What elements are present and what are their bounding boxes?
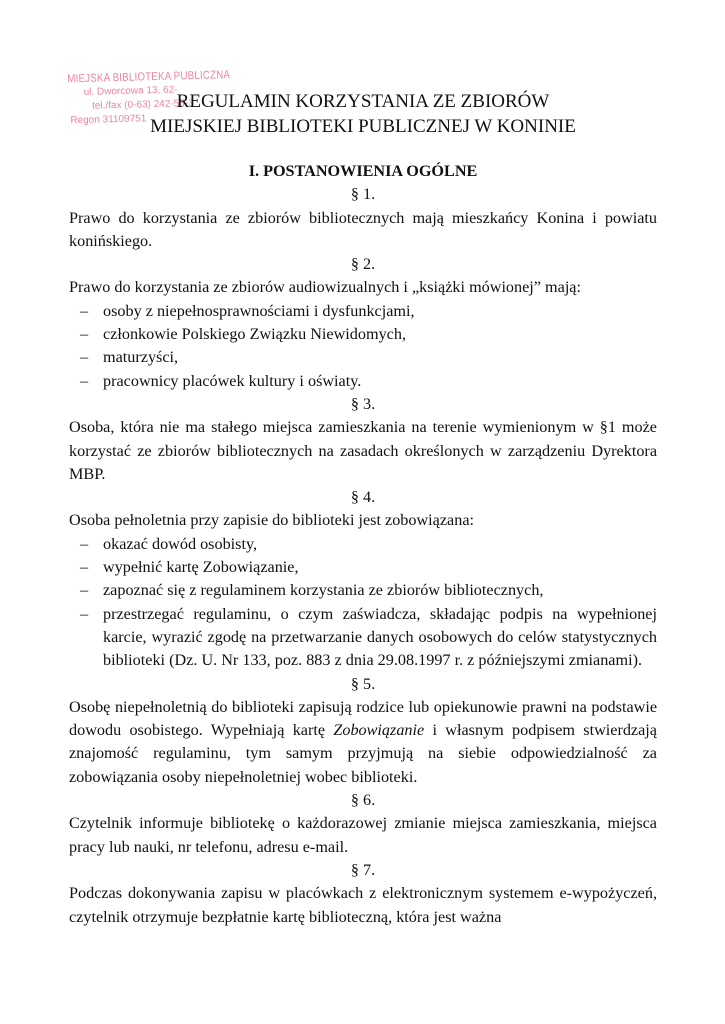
dash-marker: – bbox=[80, 301, 89, 320]
list-item-text: członkowie Polskiego Związku Niewidomych, bbox=[103, 325, 407, 344]
list-item-text: osoby z niepełnosprawnościami i dysfunkcjami, bbox=[103, 301, 415, 320]
stamp-line: Regon 31109751 bbox=[70, 113, 147, 127]
list-item bbox=[69, 370, 657, 393]
document-body bbox=[69, 160, 657, 929]
dash-marker: – bbox=[80, 348, 89, 367]
paragraph-intro: Prawo do korzystania ze zbiorów audiowizualnych i „książki mówionej” mają: bbox=[69, 278, 581, 297]
section-heading: I. POSTANOWIENIA OGÓLNE bbox=[248, 162, 478, 180]
list-item-text: zapoznać się z regulaminem korzystania ze zbiorów bibliotecznych, bbox=[103, 581, 544, 600]
list-item-text: przestrzegać regulaminu, o czym zaświadcza, składając podpis na wypełnionej karcie, wyrazić zgodę na przetwarzanie danych osobowych do celów statystycznych biblioteki (Dz. U. Nr 133, poz. 883 z dnia 29.08.1997 r. z późniejszymi zmianami). bbox=[103, 604, 657, 670]
title-line-1: REGULAMIN KORZYSTANIA ZE ZBIORÓW bbox=[176, 91, 550, 112]
paragraph-text-part: i własnym podpisem stwierdzają znajomość regulaminu, tym samym przyjmują na siebie odpowiedzialność za zobowiązania osoby niepełnoletniej wobec biblioteki. bbox=[69, 721, 657, 786]
paragraph-text bbox=[69, 696, 657, 789]
list-item-text: okazać dowód osobisty, bbox=[103, 534, 258, 553]
list-item bbox=[69, 556, 657, 579]
dash-marker: – bbox=[80, 325, 89, 344]
paragraph-text: Prawo do korzystania ze zbiorów bibliotecznych mają mieszkańcy Konina i powiatu konińskiego. bbox=[69, 208, 657, 250]
dash-marker: – bbox=[80, 581, 89, 600]
dash-marker: – bbox=[80, 371, 89, 390]
list-item bbox=[69, 323, 657, 346]
eligibility-list bbox=[69, 300, 657, 393]
paragraph-mark: § 1. bbox=[350, 185, 376, 204]
list-item-text: wypełnić kartę Zobowiązanie, bbox=[103, 558, 299, 577]
obligations-list bbox=[69, 533, 657, 673]
paragraph-text: Czytelnik informuje bibliotekę o każdorazowej zmianie miejsca zamieszkania, miejsca pracy lub nauki, nr telefonu, adresu e-mail. bbox=[69, 814, 657, 856]
dash-marker: – bbox=[80, 534, 89, 553]
list-item bbox=[69, 346, 657, 369]
paragraph-intro: Osoba pełnoletnia przy zapisie do biblioteki jest zobowiązana: bbox=[69, 511, 475, 530]
paragraph-mark: § 3. bbox=[350, 394, 376, 413]
form-name-italic: Zobowiązanie bbox=[333, 721, 425, 740]
stamp-line: MIEJSKA BIBLIOTEKA PUBLICZNA bbox=[67, 69, 231, 86]
stamp-line: tel./fax (0-63) 242-55-3 bbox=[91, 98, 194, 112]
list-item bbox=[69, 533, 657, 556]
paragraph-text-part: Osobę niepełnoletnią do biblioteki zapisują rodzice lub opiekunowie prawni na podstawie dowodu osobistego. Wypełniają kartę bbox=[69, 697, 657, 740]
dash-marker: – bbox=[80, 558, 89, 577]
document-title bbox=[69, 89, 657, 139]
paragraph-mark: § 7. bbox=[350, 860, 376, 879]
paragraph-text: Osoba, która nie ma stałego miejsca zamieszkania na terenie wymienionym w §1 może korzystać ze zbiorów bibliotecznych na zasadach określonych w zarządzeniu Dyrektora MBP. bbox=[69, 418, 657, 483]
paragraph-mark: § 4. bbox=[350, 488, 376, 507]
dash-marker: – bbox=[80, 604, 89, 623]
list-item bbox=[69, 603, 657, 673]
list-item bbox=[69, 300, 657, 323]
list-item-text: pracownicy placówek kultury i oświaty. bbox=[103, 371, 362, 390]
paragraph-mark: § 6. bbox=[350, 791, 376, 810]
paragraph-mark: § 2. bbox=[350, 255, 376, 274]
list-item bbox=[69, 579, 657, 602]
paragraph-text: Podczas dokonywania zapisu w placówkach z elektronicznym systemem e-wypożyczeń, czytelnik otrzymuje bezpłatnie kartę biblioteczną, która jest ważna bbox=[69, 884, 657, 926]
paragraph-mark: § 5. bbox=[350, 674, 376, 693]
list-item-text: maturzyści, bbox=[103, 348, 179, 367]
title-line-2: MIEJSKIEJ BIBLIOTEKI PUBLICZNEJ W KONINIE bbox=[150, 116, 576, 137]
stamp-line: ul. Dworcowa 13, 62- bbox=[83, 84, 178, 98]
